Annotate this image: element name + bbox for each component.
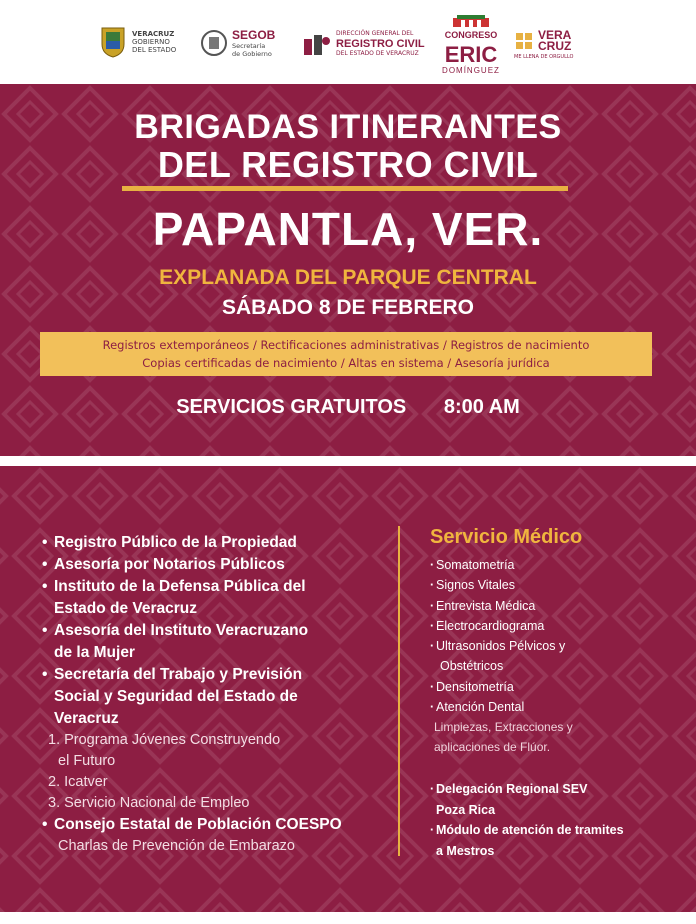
medical-services	[430, 526, 680, 861]
list-item	[42, 576, 392, 620]
medical-item	[430, 697, 680, 717]
services-line2: Copias certificadas de nacimiento / Altas en sistema / Asesoría jurídica	[142, 356, 550, 370]
medical-item	[430, 575, 680, 595]
free-services-label: SERVICIOS GRATUITOS	[176, 396, 407, 418]
medical-title: Servicio Médico	[430, 526, 583, 548]
segob-name: SEGOB	[232, 28, 276, 42]
title-line1: BRIGADAS ITINERANTES	[134, 108, 562, 146]
list-item-text: Consejo Estatal de Población COESPO	[54, 816, 342, 833]
congreso-surname: DOMÍNGUEZ	[442, 66, 500, 75]
list-item-text: Veracruz	[54, 710, 119, 727]
medical-item-text: Densitometría	[436, 679, 514, 694]
medical-item	[430, 616, 680, 636]
veracruz-logo-line3: DEL ESTADO	[132, 46, 177, 54]
column-divider	[398, 526, 400, 856]
sub-list-item	[42, 730, 392, 772]
regional-item-text: · Módulo de atención de tramites	[436, 823, 624, 838]
medical-item	[430, 677, 680, 697]
regional-item	[430, 779, 680, 820]
list-item-text: Asesoría por Notarios Públicos	[54, 556, 285, 573]
medical-item-text: Obstétricos	[440, 659, 504, 674]
medical-item-text: Signos Vitales	[436, 578, 515, 593]
congreso-building-icon	[451, 14, 491, 28]
event-time: 8:00 AM	[443, 396, 520, 418]
congreso-line1: CONGRESO	[444, 30, 498, 40]
services-panel	[0, 466, 696, 924]
veracruz-brand-line2: CRUZ	[538, 39, 572, 53]
medical-item-note: aplicaciones de Flúor.	[434, 740, 551, 755]
registro-civil-icon	[302, 31, 332, 57]
list-item-note: Charlas de Prevención de Embarazo	[58, 838, 295, 854]
veracruz-government-logo	[100, 26, 176, 58]
list-item	[42, 620, 392, 664]
medical-item-note: Limpiezas, Extracciones y	[434, 720, 573, 735]
sub-list-item	[42, 793, 392, 814]
bottom-band	[0, 912, 696, 924]
regional-item-text: Poza Rica	[436, 802, 496, 817]
venue: EXPLANADA DEL PARQUE CENTRAL	[159, 266, 537, 289]
free-services-row	[0, 396, 696, 419]
medical-item	[430, 555, 680, 575]
veracruz-shield-icon	[100, 26, 126, 58]
veracruz-logo-line1: VERACRUZ	[132, 30, 175, 38]
registro-civil-logo	[302, 30, 425, 58]
sub-item-text: 3. Servicio Nacional de Empleo	[48, 795, 250, 811]
city-title: PAPANTLA, VER.	[152, 203, 544, 255]
congreso-logo	[440, 14, 502, 75]
medical-item-text: · Ultrasonidos Pélvicos y	[436, 639, 566, 654]
veracruz-brand-logo	[514, 30, 573, 60]
list-item-text: • Asesoría del Instituto Veracruzano	[54, 622, 309, 639]
regional-item-text: · Delegación Regional SEV	[436, 782, 588, 797]
list-item	[42, 664, 392, 730]
medical-item-text: Electrocardiograma	[436, 618, 545, 633]
segob-shield-icon	[200, 28, 228, 58]
registro-civil-line1: DIRECCIÓN GENERAL DEL	[336, 30, 414, 37]
medical-item	[430, 596, 680, 616]
gold-divider	[122, 186, 568, 191]
list-item	[42, 554, 392, 576]
congreso-name: ERIC	[444, 42, 498, 67]
sub-item-text: 2. Icatver	[48, 774, 108, 790]
veracruz-logo-line2: GOBIERNO	[132, 38, 170, 46]
list-item-text: Social y Seguridad del Estado de	[54, 688, 298, 705]
regional-item	[430, 820, 680, 861]
list-item-text: • Instituto de la Defensa Pública del	[54, 578, 306, 595]
medical-item	[430, 636, 680, 677]
sub-item-text: 1. Programa Jóvenes Construyendo	[48, 732, 281, 748]
segob-line1: Secretaría	[232, 42, 266, 50]
list-item-text: Estado de Veracruz	[54, 600, 198, 617]
logo-header	[0, 0, 696, 84]
regional-item-text: a Mestros	[436, 843, 495, 858]
veracruz-brand-line1: VERA	[538, 28, 572, 42]
list-item	[42, 532, 392, 554]
list-item-text: Registro Público de la Propiedad	[54, 534, 297, 551]
institutions-list	[42, 532, 392, 856]
segob-logo	[200, 28, 275, 58]
medical-item-text: Somatometría	[436, 558, 515, 572]
list-item-text: de la Mujer	[54, 644, 135, 661]
list-item	[42, 814, 392, 836]
registro-civil-line2: REGISTRO CIVIL	[336, 38, 425, 50]
services-box	[40, 332, 652, 376]
title-line2: DEL REGISTRO CIVIL	[157, 144, 539, 185]
veracruz-star-icon	[514, 31, 534, 51]
medical-item-text: Atención Dental	[436, 700, 525, 715]
event-header-panel	[0, 84, 696, 456]
event-date: SÁBADO 8 DE FEBRERO	[221, 296, 475, 319]
sub-item-text: el Futuro	[58, 753, 116, 769]
veracruz-brand-tagline: ME LLENA DE ORGULLO	[514, 54, 574, 60]
services-line1: Registros extemporáneos / Rectificaciones administrativas / Registros de nacimiento	[102, 338, 590, 352]
registro-civil-line3: DEL ESTADO DE VERACRUZ	[336, 50, 419, 57]
sub-list-item	[42, 772, 392, 793]
list-item-text: • Secretaría del Trabajo y Previsión	[54, 666, 303, 683]
medical-item-text: Entrevista Médica	[436, 598, 536, 613]
segob-line2: de Gobierno	[232, 50, 272, 58]
